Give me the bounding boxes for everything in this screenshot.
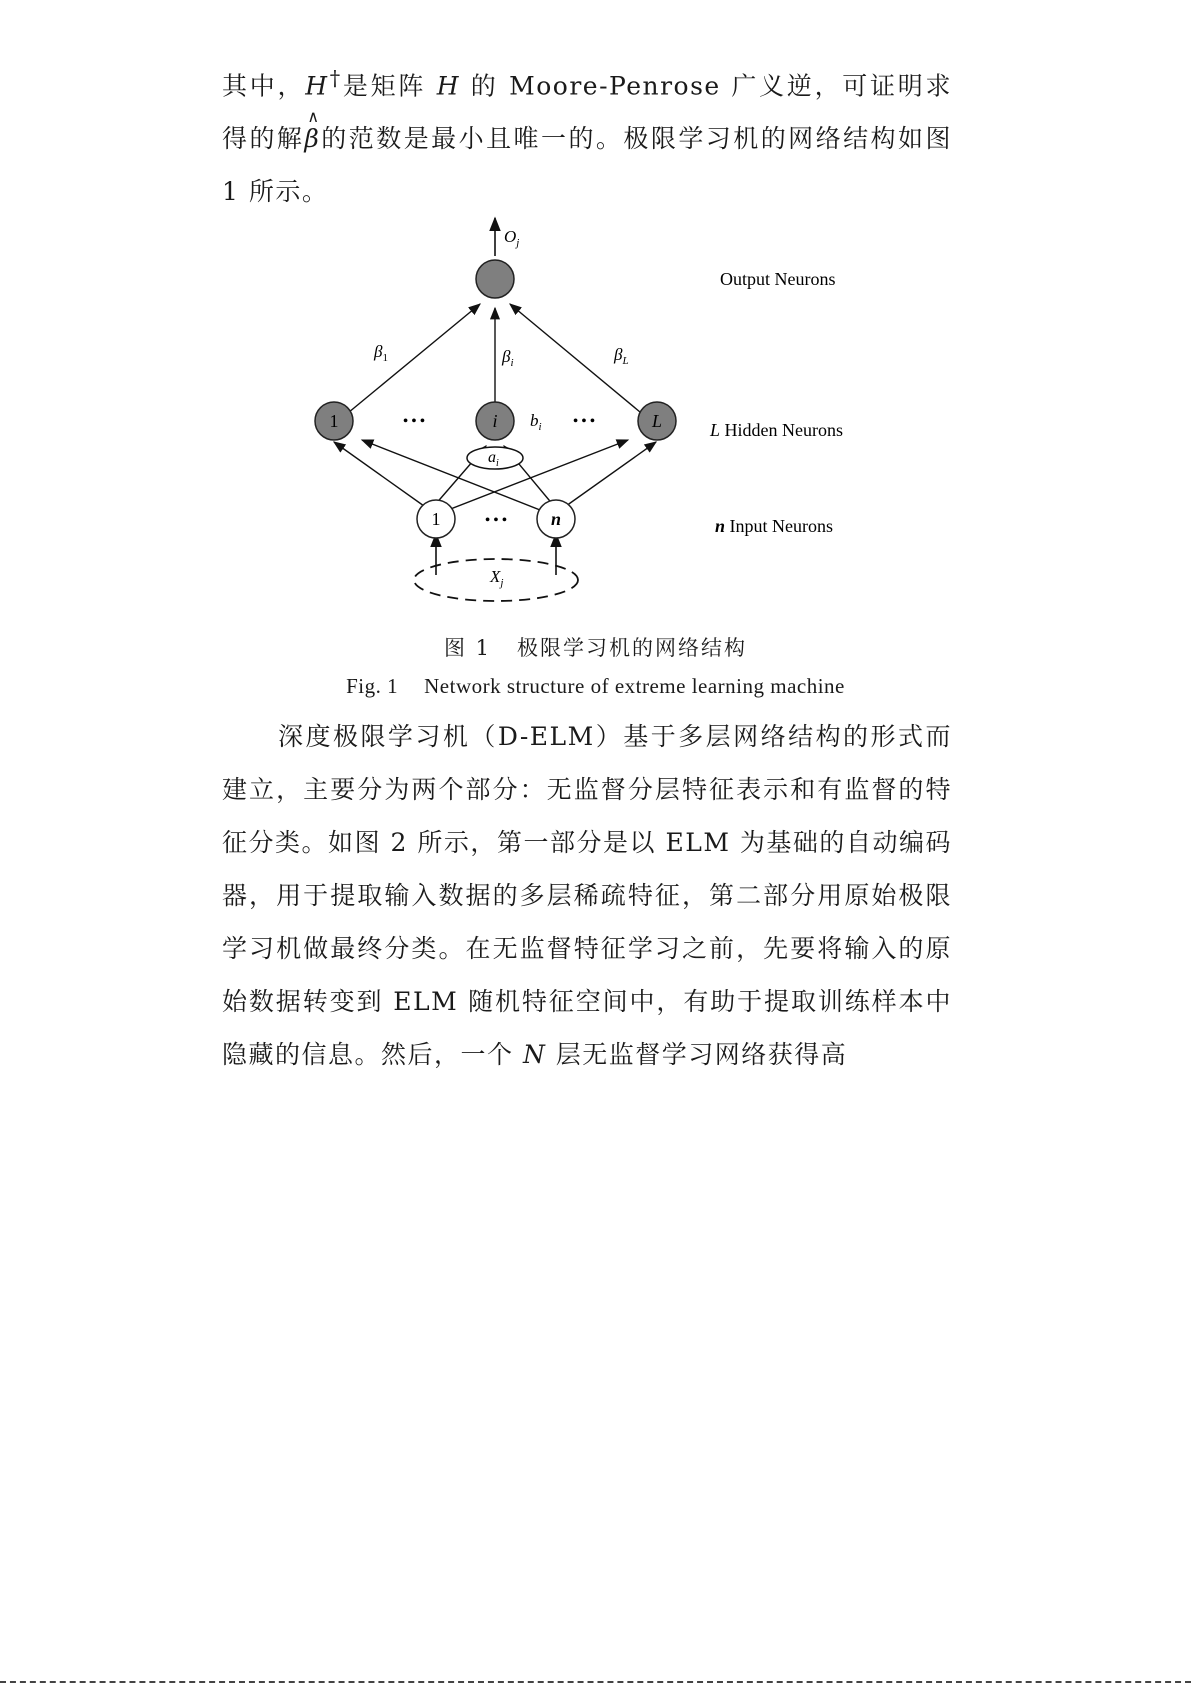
edge-in1-h1: [334, 442, 424, 506]
matrix-H-ref: H: [436, 71, 461, 101]
output-symbol: $O_j$: [504, 227, 520, 249]
input-ellipsis: • • •: [485, 513, 507, 528]
hidden-ellipsis-right: • • •: [573, 414, 595, 429]
beta-i-label: $\beta_i$: [502, 347, 514, 369]
hidden-node-i-label: i: [492, 411, 498, 431]
hidden-node-L-label: L: [651, 411, 663, 431]
bottom-dashed-rule: [0, 1681, 1191, 1683]
hidden-node-1-label: 1: [329, 411, 339, 431]
beta-hat: [304, 107, 321, 165]
elm-network-diagram: [290, 210, 890, 610]
edge-inn-hL: [566, 442, 656, 506]
beta-symbol: β: [304, 124, 321, 154]
output-layer-label: Output Neurons: [720, 269, 836, 289]
figure-caption-zh: 图 1 极限学习机的网络结构: [443, 636, 748, 660]
input-node-1-label: 1: [431, 509, 441, 529]
paragraph-2: 深度极限学习机（D-ELM）基于多层网络结构的形式而建立，主要分为两个部分：无监督分层特征表示和有监督的特征分类。如图 2 所示，第一部分是以 ELM 为基础的自动编码器，用于提取输入数据的多层稀疏特征，第二部分用原始极限学习机做最终分类。在无监督特征学习之前，先要将输入的原始数据转变到 ELM 随机特征空间中，有助于提取训练样本中隐藏的信息。然后，一个 N 层无监督学习网络获得高: [222, 722, 952, 1069]
beta-1-label: $\beta_1$: [374, 342, 388, 364]
hat-symbol: ∧: [307, 107, 321, 127]
bias-label: $b_i$: [530, 411, 542, 433]
input-node-n-label: n: [550, 509, 562, 529]
input-layer-label: n Input Neurons: [715, 516, 833, 536]
dagger-symbol: †: [328, 66, 343, 90]
paragraph-1: 其中，H†是矩阵 H 的 Moore-Penrose 广义逆，可证明求得的解 ∧ β的范数是最小且唯一的。极限学习机的网络结构如图 1 所示。: [222, 66, 952, 207]
layer-count-N: N: [522, 1040, 547, 1069]
edge-h1-out: [337, 304, 480, 422]
edge-hL-out: [510, 304, 652, 422]
hidden-layer-label: L Hidden Neurons: [710, 420, 843, 440]
matrix-H: H: [305, 71, 329, 101]
hidden-ellipsis-left: • • •: [403, 414, 425, 429]
weight-label: $a_i$: [488, 449, 499, 469]
figure-caption-en: Fig. 1 Network structure of extreme learning machine: [346, 674, 845, 698]
beta-L-label: $\beta_L$: [614, 345, 629, 367]
input-vector-label: $X_j$: [490, 567, 504, 589]
output-node: [476, 260, 514, 298]
